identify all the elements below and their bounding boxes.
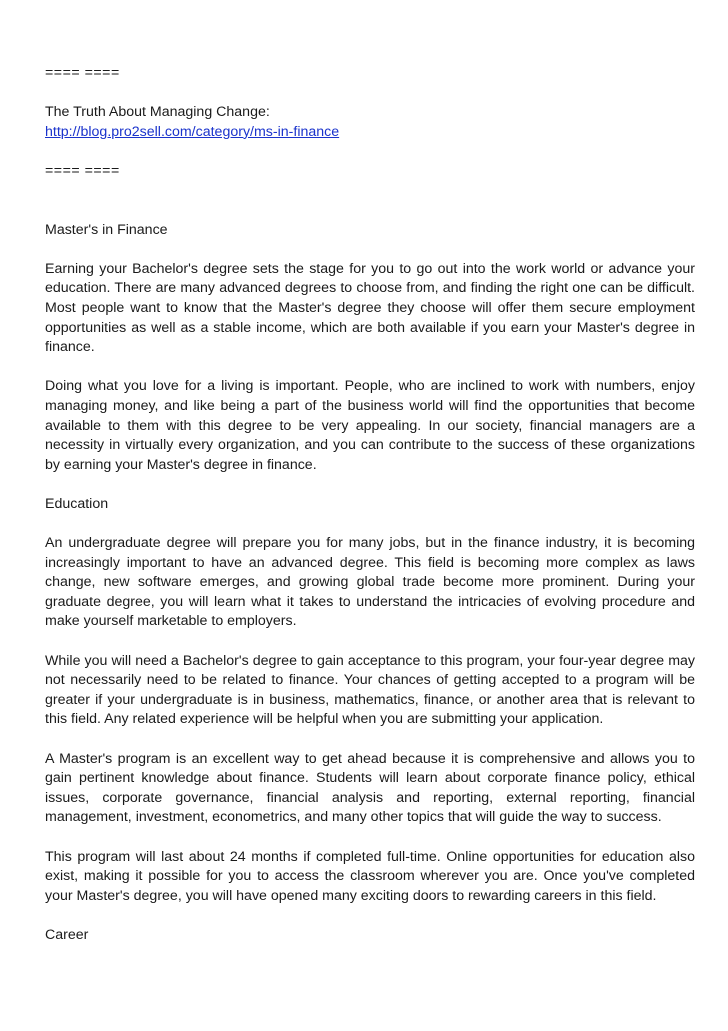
- paragraph-intro-1: Earning your Bachelor's degree sets the stage for you to go out into the work world or advance your education. There are many advanced degrees to choose from, and finding the right one can be difficult. Most people want to know that the Master's degree they choose will offer them secure employment opportunities as well as a stable income, which are both available if you earn your Master's degree in finance.: [45, 260, 695, 356]
- paragraph-education-4: This program will last about 24 months if completed full-time. Online opportunities for education also exist, making it possible for you to access the classroom wherever you are. Once you've completed your Master's degree, you will have opened many exciting doors to rewarding careers in this field.: [45, 848, 695, 904]
- paragraph-education-3: A Master's program is an excellent way to get ahead because it is comprehensive and allows you to gain pertinent knowledge about finance. Students will learn about corporate finance policy, ethical issues, corporate governance, financial analysis and reporting, external reporting, financial management, investment, econometrics, and many other topics that will guide the way to success.: [45, 750, 695, 826]
- paragraph-education-1: An undergraduate degree will prepare you for many jobs, but in the finance industry, it is becoming increasingly important to have an advanced degree. This field is becoming more complex as laws change, new software emerges, and growing global trade become more prominent. During your graduate degree, you will learn what it takes to understand the intricacies of evolving procedure and make yourself marketable to employers.: [45, 535, 695, 630]
- link-title: The Truth About Managing Change:: [45, 104, 270, 121]
- paragraph-intro-2: Doing what you love for a living is important. People, who are inclined to work with numbers, enjoy managing money, and like being a part of the business world will find the opportunities that become available to them with this degree to be very appealing. In our society, financial managers are a necessity in virtually every organization, and you can contribute to the success of these organizations by earning your Master's degree in finance.: [45, 378, 695, 473]
- career-heading: Career: [45, 926, 89, 943]
- separator-top: ==== ====: [45, 65, 120, 81]
- separator-bottom: ==== ====: [45, 162, 120, 179]
- article-title: Master's in Finance: [45, 221, 168, 238]
- paragraph-education-2: While you will need a Bachelor's degree to gain acceptance to this program, your four-year degree may not necessarily need to be related to finance. Your chances of getting accepted to a program will be greater if your undergraduate is in business, mathematics, finance, or another area that is relevant to this field. Any related experience will be helpful when you are submitting your application.: [45, 652, 695, 728]
- education-heading: Education: [45, 495, 109, 512]
- source-link[interactable]: http://blog.pro2sell.com/category/ms-in-finance: [45, 123, 340, 140]
- document-page: [45, 64, 695, 965]
